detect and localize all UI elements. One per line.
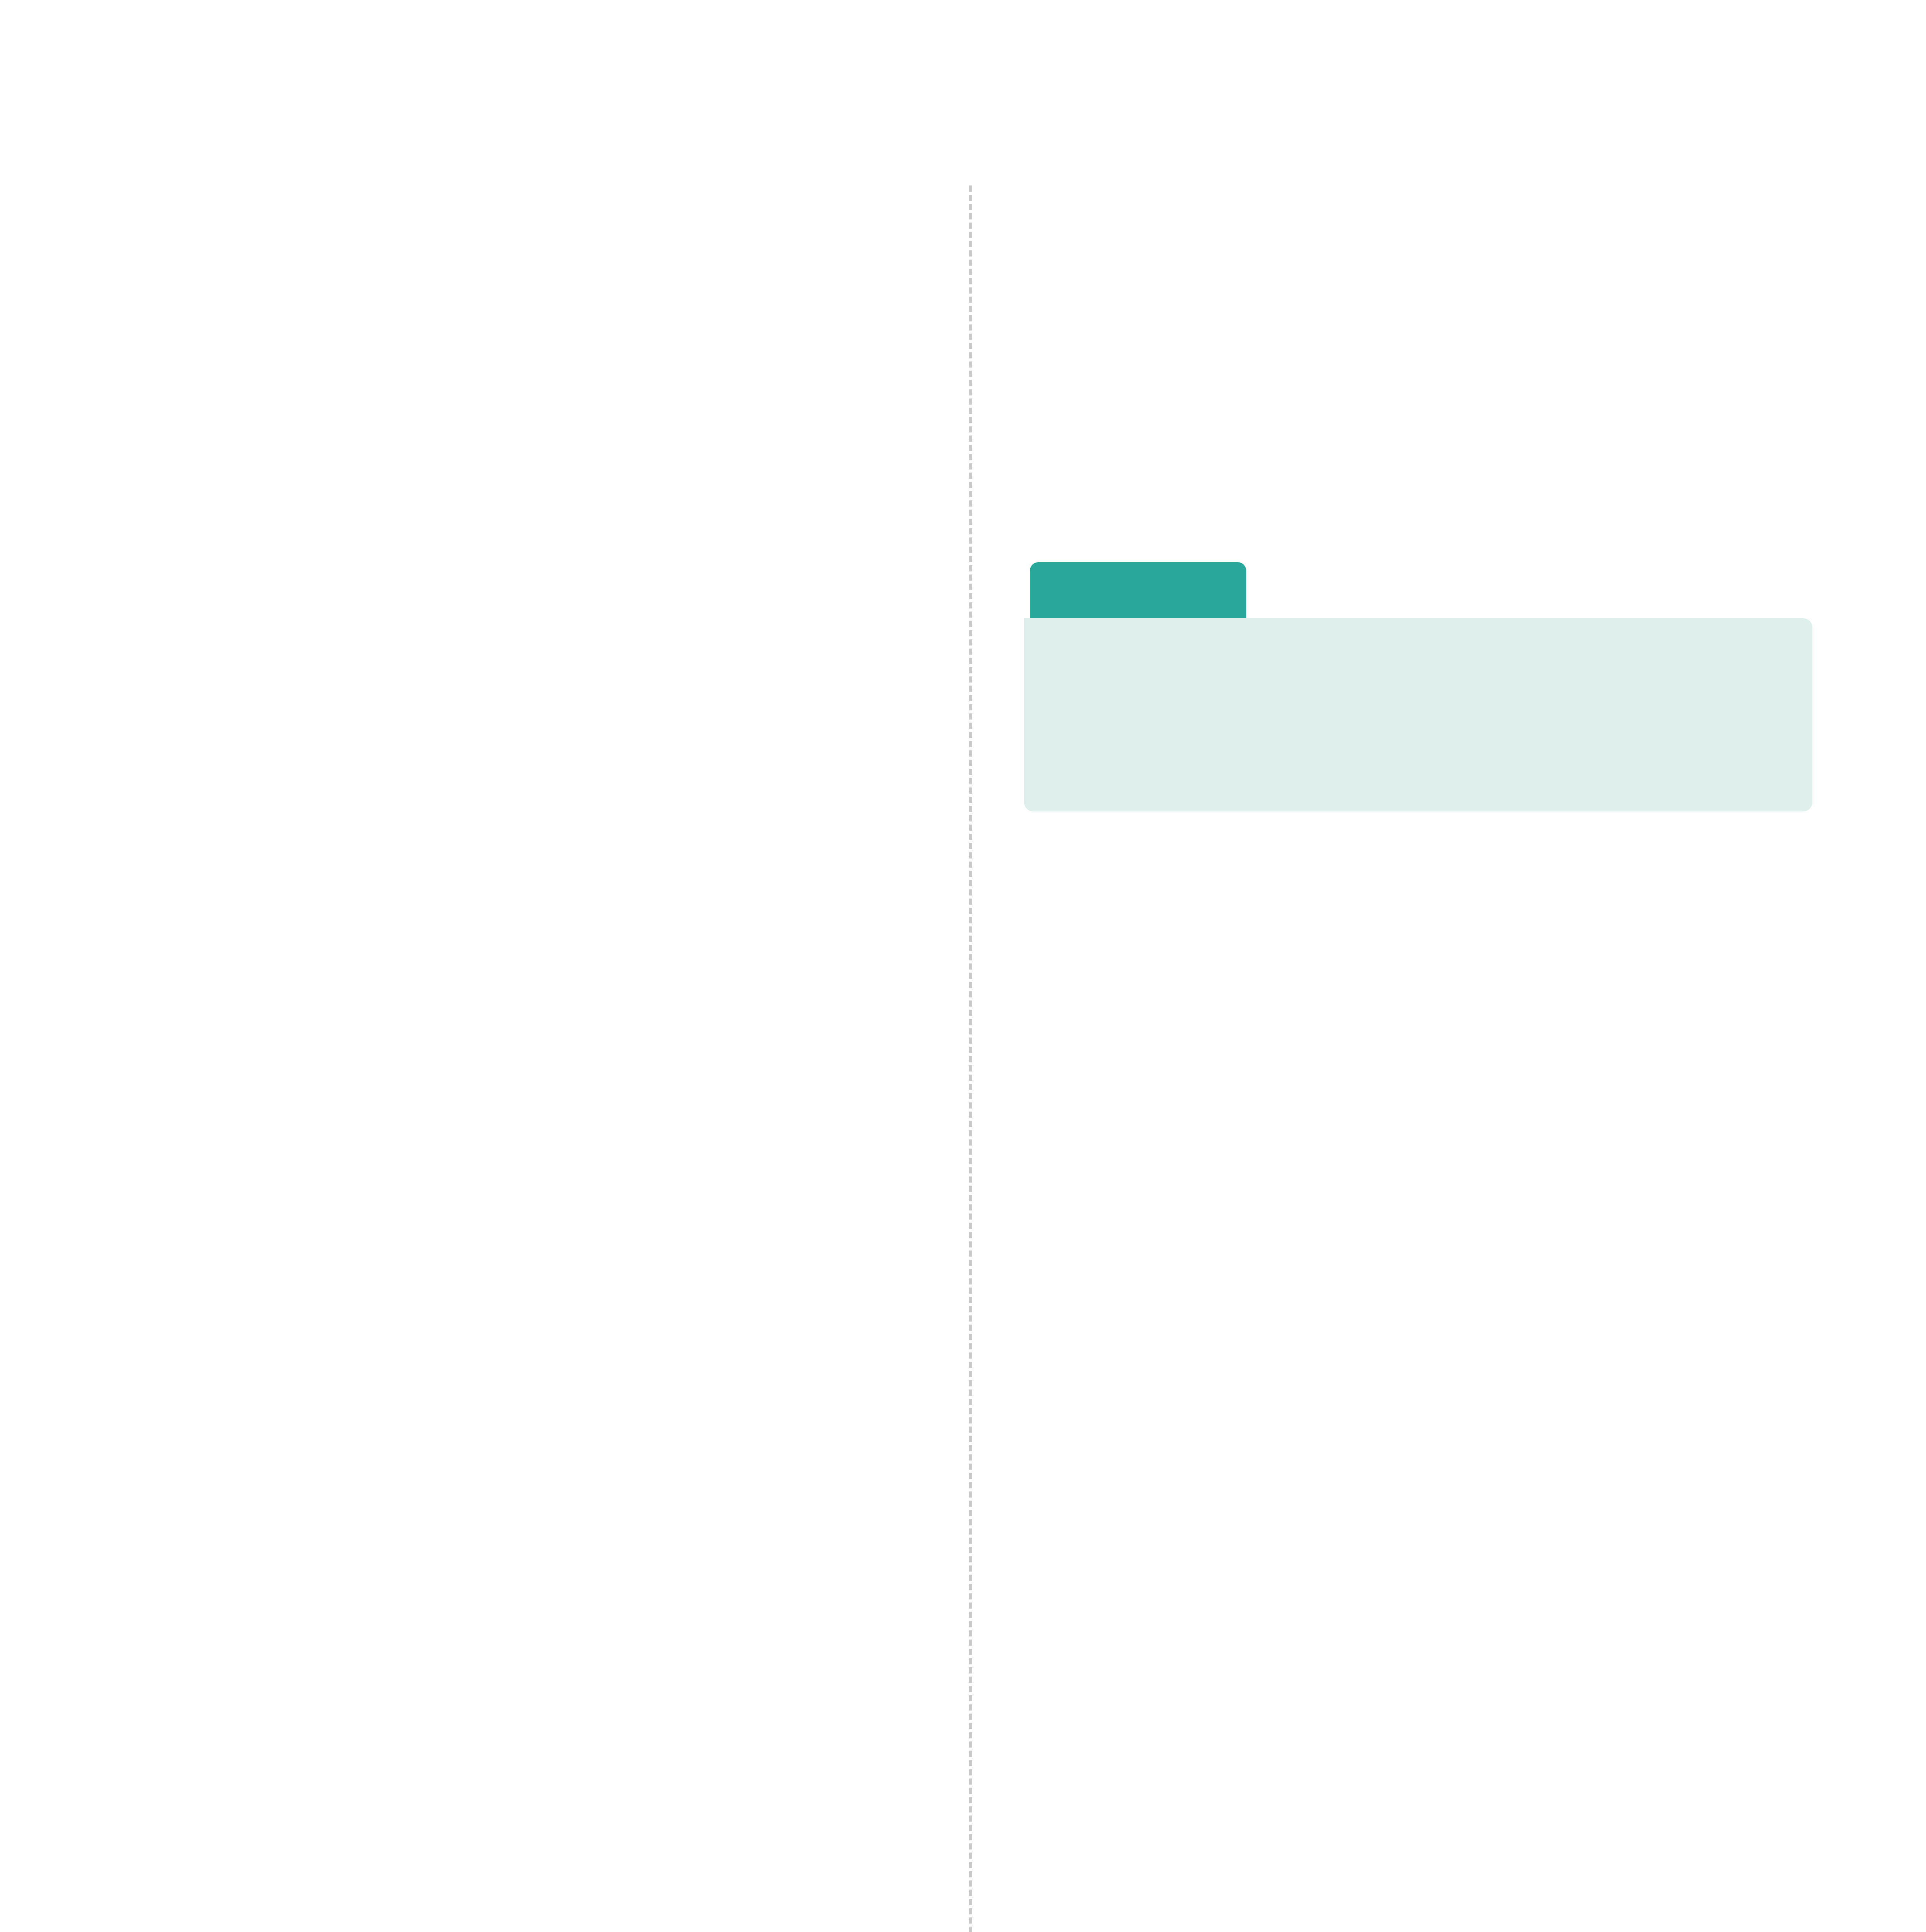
section-title xyxy=(1030,562,1246,618)
answer-box xyxy=(1024,618,1812,811)
column-divider xyxy=(969,185,972,1932)
